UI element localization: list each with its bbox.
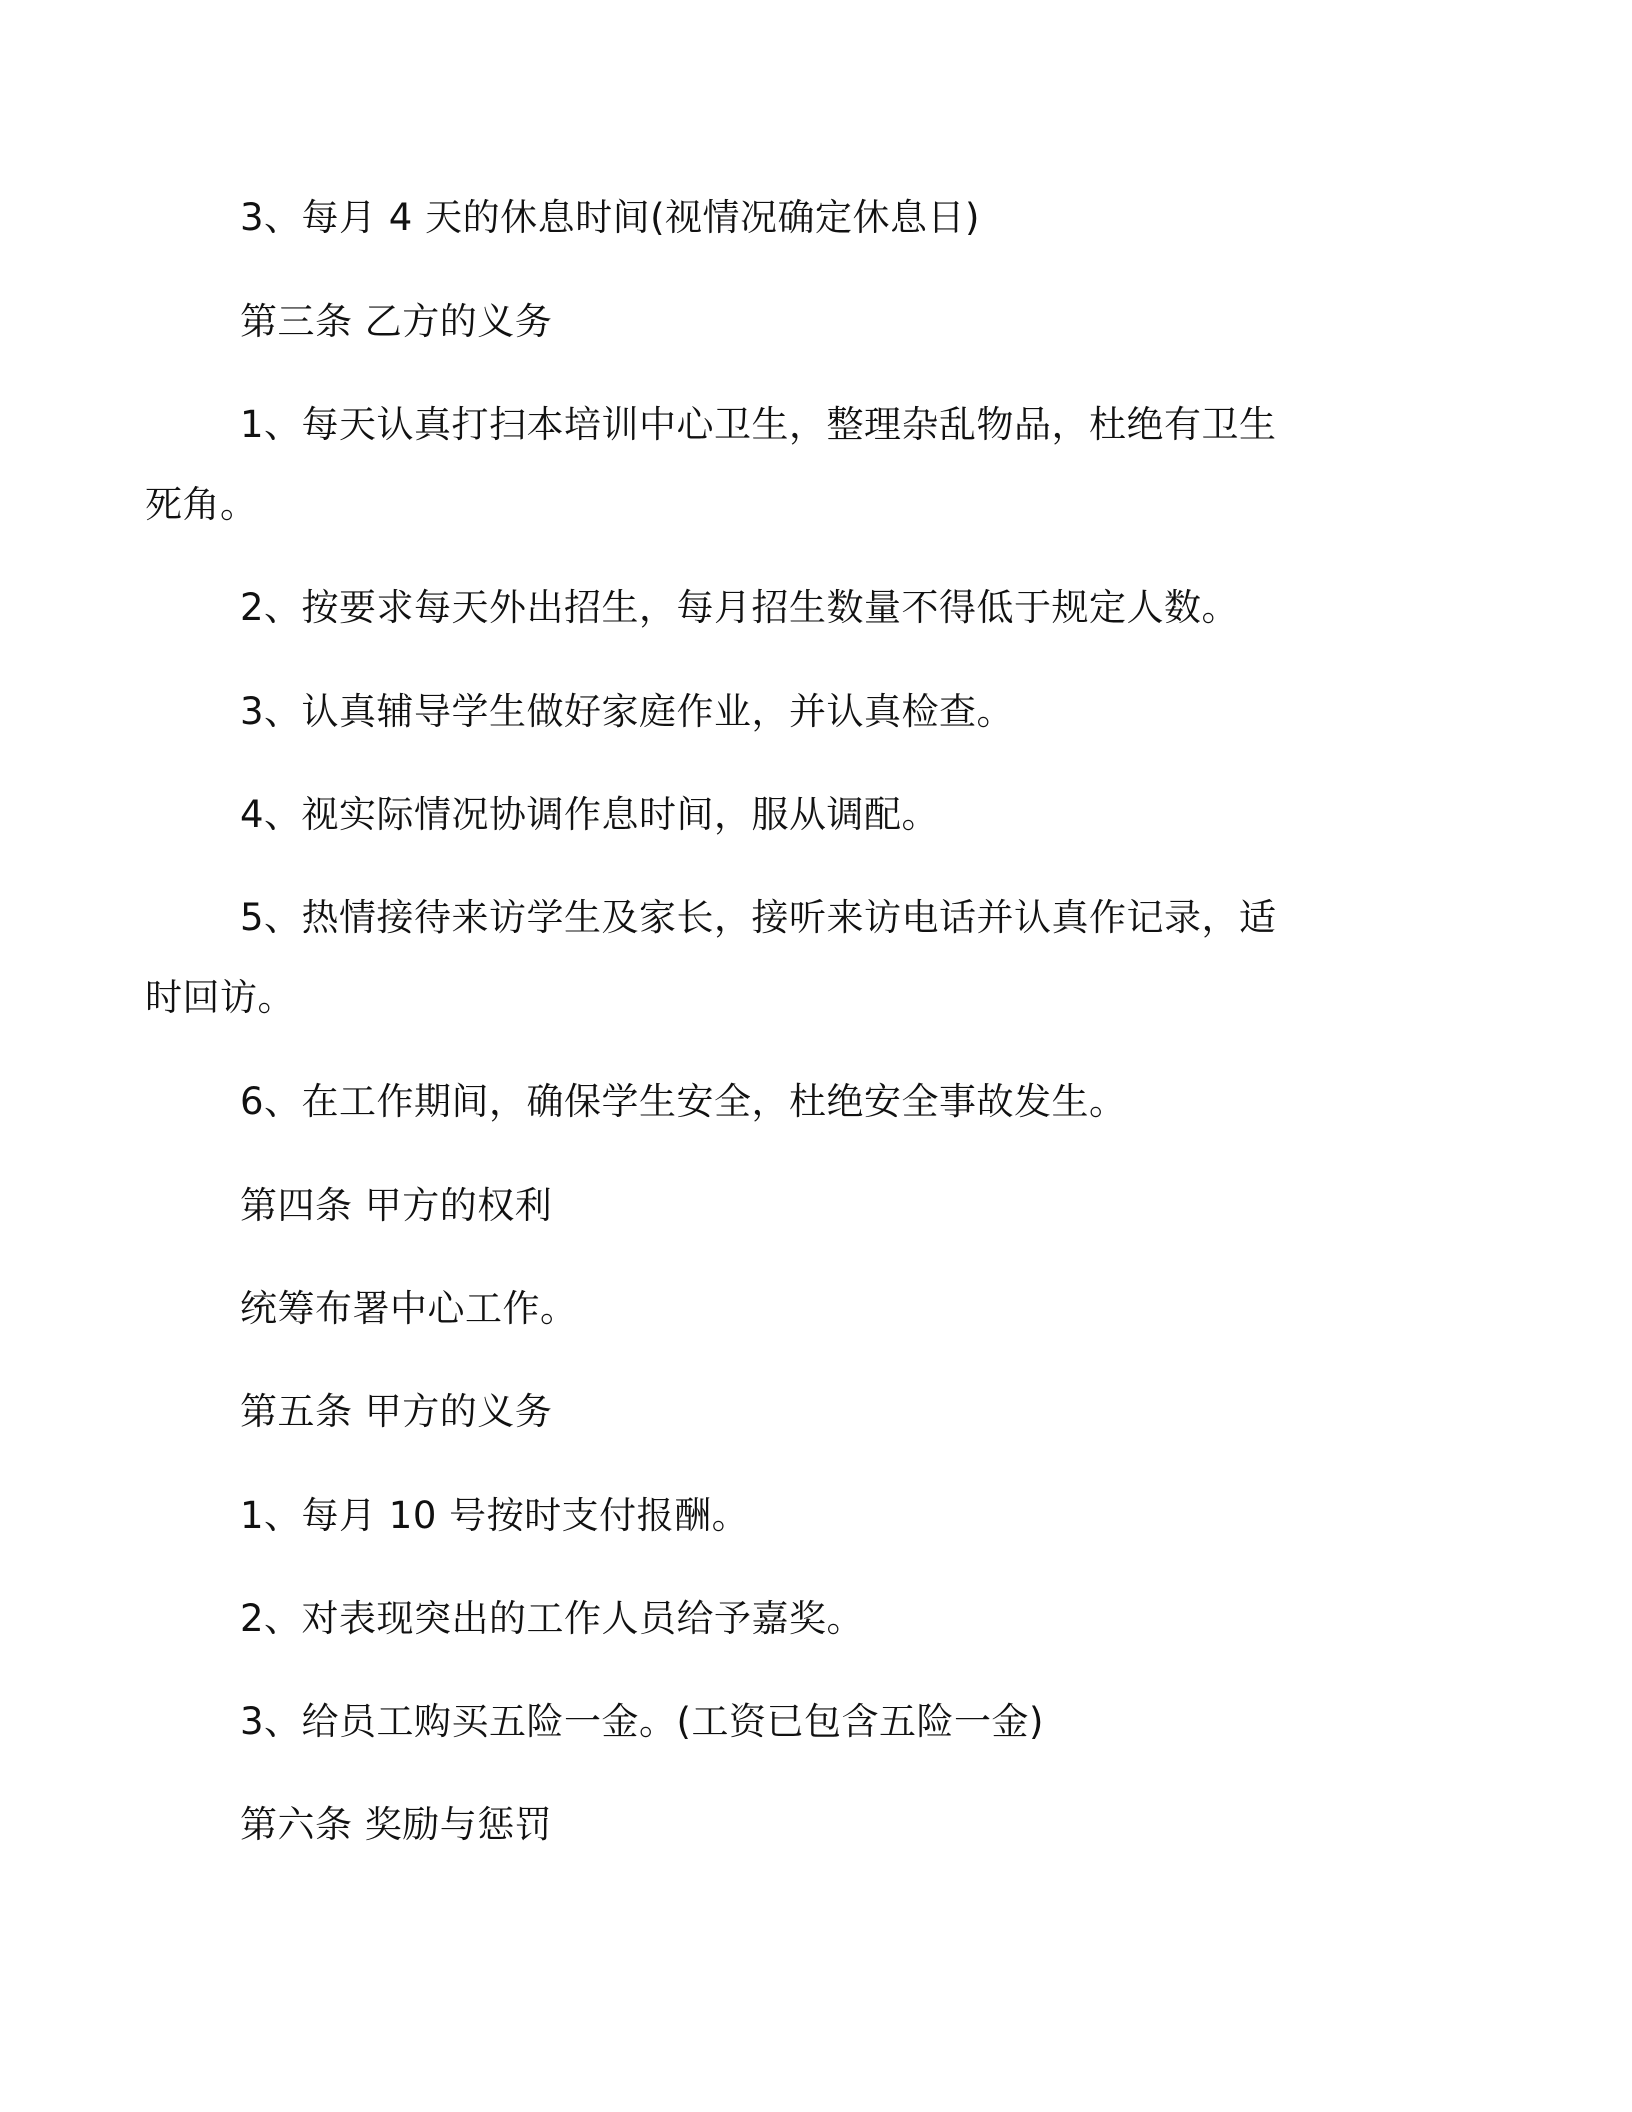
paragraph-line: 1、每天认真打扫本培训中心卫生，整理杂乱物品，杜绝有卫生 [240,403,1277,446]
paragraph-right-1 [240,1269,1380,1349]
paragraph-obligation-1 [240,1476,1380,1556]
paragraph-line: 第四条 甲方的权利 [240,1184,553,1227]
heading-article-4 [240,1166,1380,1246]
paragraph-obligation-2 [240,1579,1380,1659]
paragraph-duty-3 [240,672,1380,752]
paragraph-line: 第三条 乙方的义务 [240,300,553,343]
paragraph-duty-6 [240,1062,1380,1142]
paragraph-line: 5、热情接待来访学生及家长，接听来访电话并认真作记录，适 [240,896,1277,939]
paragraph-rest-days [240,178,1380,258]
paragraph-line: 4、视实际情况协调作息时间，服从调配。 [240,793,940,836]
paragraph-line: 3、给员工购买五险一金。(工资已包含五险一金) [240,1700,1044,1743]
paragraph-line-continued: 时回访。 [145,976,295,1019]
paragraph-line: 1、每月 10 号按时支付报酬。 [240,1494,750,1537]
paragraph-line: 第五条 甲方的义务 [240,1390,553,1433]
paragraph-line: 6、在工作期间，确保学生安全，杜绝安全事故发生。 [240,1080,1127,1123]
paragraph-duty-2 [240,568,1380,648]
paragraph-line: 3、每月 4 天的休息时间(视情况确定休息日) [240,196,980,239]
heading-article-3 [240,282,1380,362]
paragraph-obligation-3 [240,1682,1380,1762]
paragraph-duty-1 [145,385,1380,545]
paragraph-line: 2、按要求每天外出招生，每月招生数量不得低于规定人数。 [240,586,1240,629]
heading-article-6 [240,1785,1380,1865]
paragraph-duty-5 [145,878,1380,1038]
paragraph-line: 统筹布署中心工作。 [240,1287,578,1330]
paragraph-line-continued: 死角。 [145,483,258,526]
paragraph-line: 3、认真辅导学生做好家庭作业，并认真检查。 [240,690,1015,733]
paragraph-line: 2、对表现突出的工作人员给予嘉奖。 [240,1597,865,1640]
heading-article-5 [240,1372,1380,1452]
paragraph-line: 第六条 奖励与惩罚 [240,1803,553,1846]
paragraph-duty-4 [240,775,1380,855]
